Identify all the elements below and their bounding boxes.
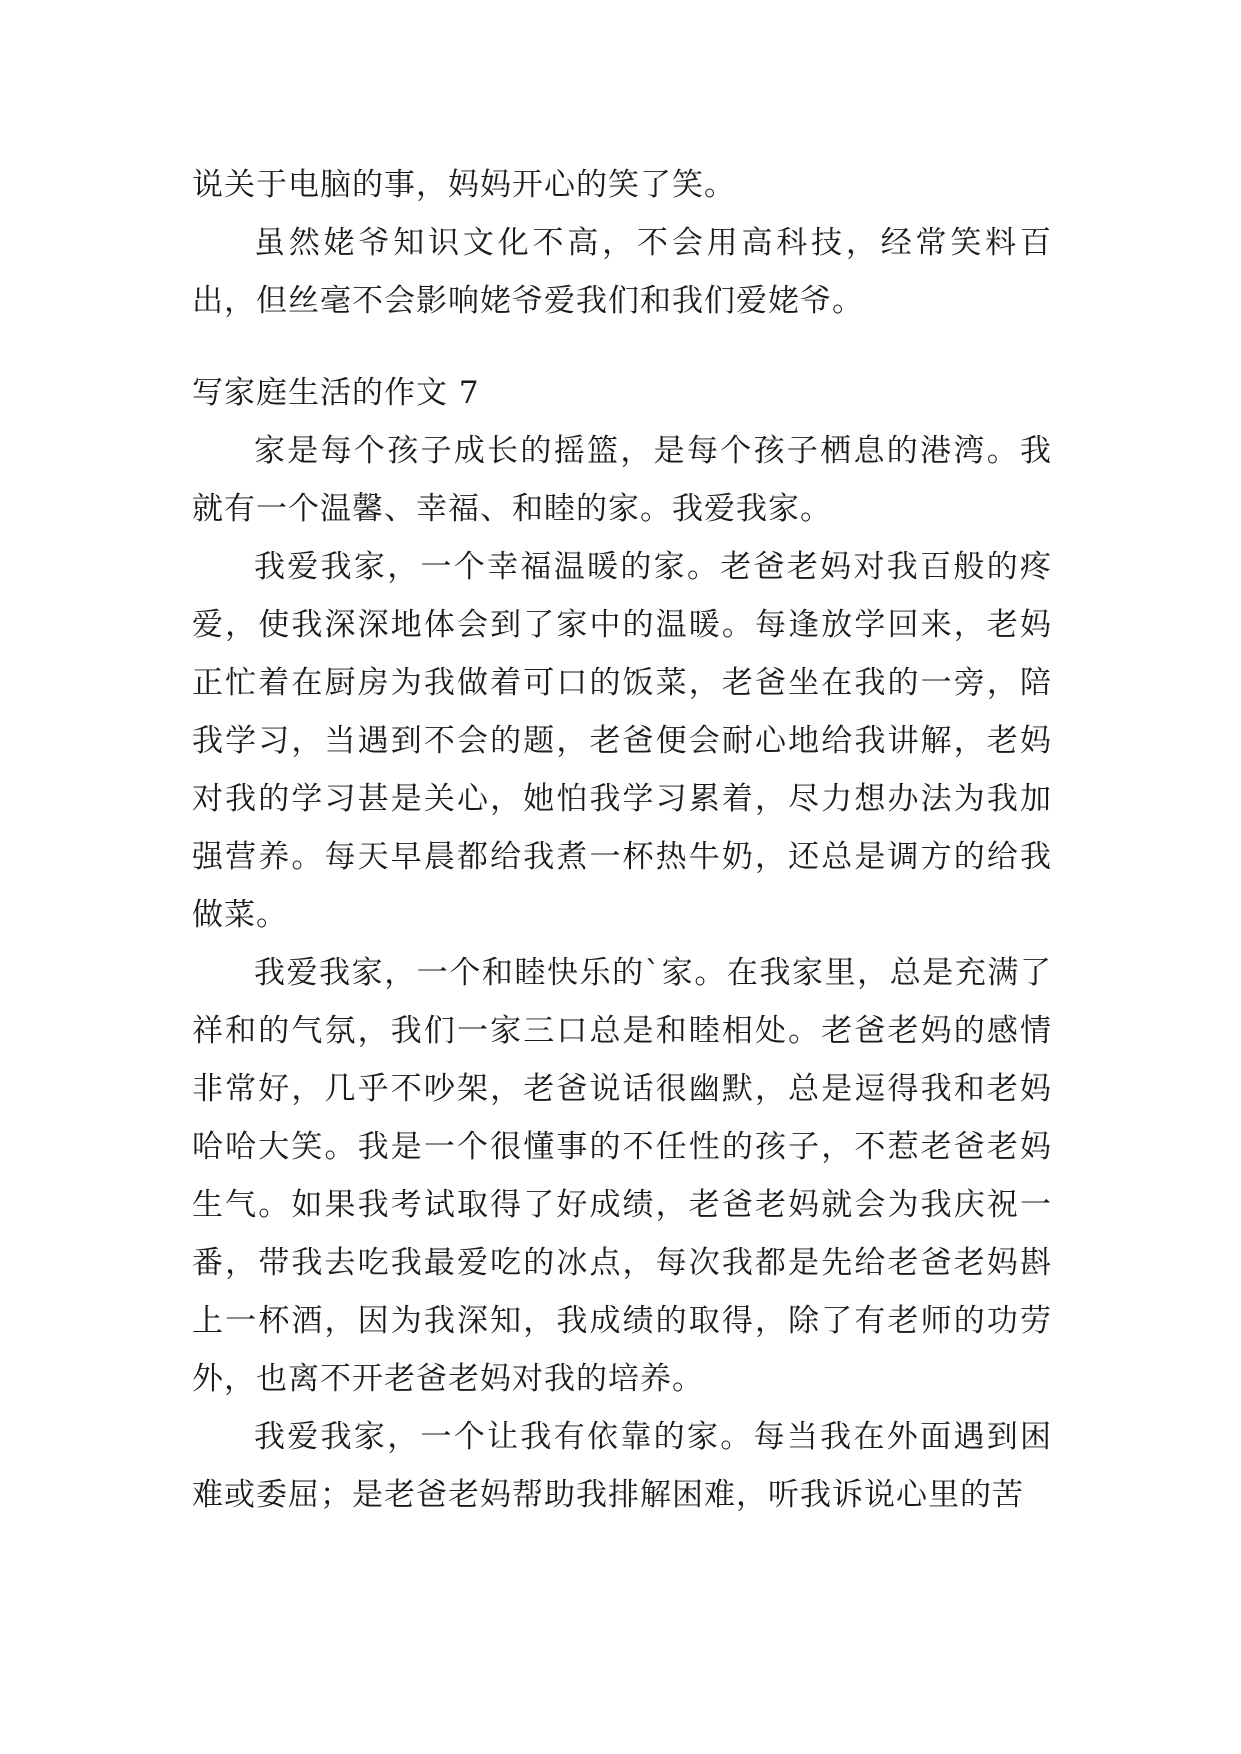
paragraph: 虽然姥爷知识文化不高，不会用高科技，经常笑料百出，但丝毫不会影响姥爷爱我们和我们爱姥爷。: [192, 225, 1052, 319]
paragraph-continued: 说关于电脑的事，妈妈开心的笑了笑。: [192, 167, 736, 203]
paragraph: 我爱我家，一个让我有依靠的家。每当我在外面遇到困难或委屈；是老爸老妈帮助我排解困难，听我诉说心里的苦: [192, 1419, 1052, 1513]
section-title: 写家庭生活的作文 7: [192, 375, 480, 411]
paragraph: 我爱我家，一个和睦快乐的`家。在我家里，总是充满了祥和的气氛，我们一家三口总是和睦相处。老爸老妈的感情非常好，几乎不吵架，老爸说话很幽默，总是逗得我和老妈哈哈大笑。我是一个很懂事的不任性的孩子，不惹老爸老妈生气。如果我考试取得了好成绩，老爸老妈就会为我庆祝一番，带我去吃我最爱吃的冰点，每次我都是先给老爸老妈斟上一杯酒，因为我深知，我成绩的取得，除了有老师的功劳外，也离不开老爸老妈对我的培养。: [192, 955, 1052, 1397]
paragraph: 家是每个孩子成长的摇篮，是每个孩子栖息的港湾。我就有一个温馨、幸福、和睦的家。我爱我家。: [192, 433, 1052, 527]
document-body: [192, 156, 1052, 1524]
paragraph: 我爱我家，一个幸福温暖的家。老爸老妈对我百般的疼爱，使我深深地体会到了家中的温暖。每逢放学回来，老妈正忙着在厨房为我做着可口的饭菜，老爸坐在我的一旁，陪我学习，当遇到不会的题，老爸便会耐心地给我讲解，老妈对我的学习甚是关心，她怕我学习累着，尽力想办法为我加强营养。每天早晨都给我煮一杯热牛奶，还总是调方的给我做菜。: [192, 549, 1052, 933]
